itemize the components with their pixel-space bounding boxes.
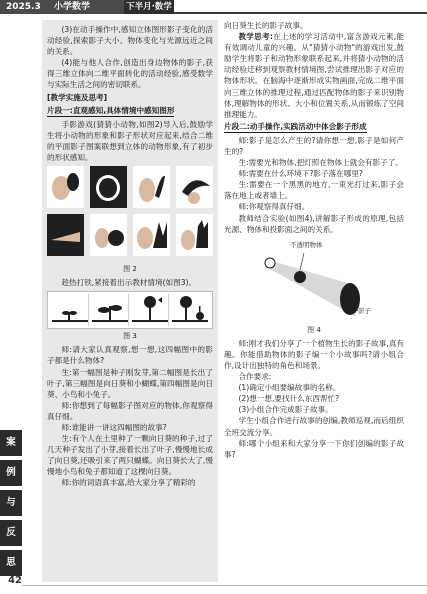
reflection-label: 教学思考: — [238, 32, 273, 42]
cooperation-requirements: 合作要求: — [238, 372, 272, 382]
dialogue-r-6: 师:刚才我们分享了一个植物生长的影子故事,真有趣。你能借助物体的影子编一个小故事吗?请小组合作,设计出独特的角色和场景。 — [224, 338, 404, 370]
fox-shadow-photo — [133, 214, 170, 256]
figure-2-hand-shadows — [47, 166, 213, 262]
experiment-text: 教师结合实验(如图4),讲解影子形成的原理,包括光源、物体和投影面之间的关系。 — [224, 213, 404, 234]
dialogue-student-2: 生:有个人在土里种了一颗向日葵的种子,过了几天种子发出了小芽,接着长出了叶子,慢慢地长成了向日葵,还吸引来了两只蝴蝶。向日葵长大了,慢慢地小鸟和兔子都知道了这棵向日葵。 — [47, 434, 213, 477]
dog-shadow-photo — [90, 166, 127, 208]
footer-rule — [22, 585, 427, 586]
section-heading: [教学实施及思考] — [47, 92, 108, 102]
side-tab-3: 与 — [0, 490, 22, 516]
page-header — [0, 0, 427, 18]
bird-rabbit-panel — [172, 294, 208, 326]
figure-3-caption: 图 3 — [123, 332, 137, 341]
requirement-2: (2)想一想,要找什么东西帮忙? — [238, 394, 340, 404]
figure-2-caption: 图 2 — [123, 265, 137, 274]
shadow-diagram — [254, 239, 374, 323]
sunflower-panel — [132, 294, 169, 326]
header-rule — [174, 12, 427, 14]
object-label: 不透明物体 — [290, 240, 323, 249]
crocodile-shadow-photo — [47, 214, 84, 256]
dialogue-teacher-2: 师:你想到了每幅影子图对应的物体,你观察得真仔细。 — [47, 400, 213, 421]
figure-3-plant-growth — [47, 291, 213, 329]
header-bar — [0, 0, 124, 14]
side-tab-2: 例 — [0, 460, 22, 486]
side-tab-5: 思 — [0, 550, 22, 576]
side-tab-4: 反 — [0, 520, 22, 546]
segment-1-heading: 片段一:直观感知,具体情境中感知图形 — [47, 105, 175, 115]
figure-4-shadow-experiment — [254, 239, 374, 323]
light-source-icon — [265, 258, 275, 268]
dialogue-student-1: 生:第一幅图是种子刚发芽,第二幅图是长出了叶子,第三幅图是向日葵和小蝴蝶,第四幅图是向日葵、小鸟和小兔子。 — [47, 367, 213, 399]
objective-4: (4)能与他人合作,创造出身边物体的影子,获得三维立体向二维平面转化的活动经验,感受数学与实际生活之间的密切联系。 — [47, 58, 213, 90]
segment-2-heading: 片段二:动手操作,实践活动中体会影子形成 — [224, 121, 367, 131]
right-column — [224, 20, 404, 460]
snail-shadow-photo — [90, 214, 127, 256]
objective-3: (3)在动手操作中,感知立体图形影子变化的活动经验,探索影子大小、物体变化与光源远近之间的关系。 — [47, 25, 213, 57]
page-number: 42 — [8, 575, 22, 586]
figure-3-intro: 趁热打铁,紧接着出示教材情境(如图3)。 — [61, 278, 197, 288]
section-side-tabs — [0, 430, 22, 580]
opaque-object-icon — [294, 271, 306, 283]
dialogue-r-3: 师:需要在什么环境下?影子落在哪里? — [238, 169, 363, 179]
requirement-3: (3)小组合作完成影子故事。 — [238, 405, 333, 415]
dialogue-teacher-1: 师:请大家认真观察,想一想,这四幅图中的影子都是什么物体? — [47, 345, 213, 366]
magazine-title: 小学数学 — [54, 2, 91, 12]
shadow-label: 影子 — [358, 306, 371, 315]
side-tab-1: 案 — [0, 430, 22, 456]
dialogue-r-7: 师:哪个小组来和大家分享一下你们创编的影子故事? — [224, 438, 404, 459]
dialogue-teacher-4: 师:你的词语真丰富,给大家分享了精彩的 — [61, 478, 196, 488]
group-activity: 学生小组合作进行故事的创编,教师巡视,而后组织全班交流分享。 — [224, 416, 404, 437]
bird-shadow-photo — [176, 166, 213, 208]
hand-shadow-photo — [47, 166, 84, 208]
dialogue-teacher-3: 师:谁能讲一讲这四幅图的故事? — [61, 422, 167, 432]
deer-shadow-photo — [176, 214, 213, 256]
figure-4-caption: 图 4 — [307, 325, 321, 334]
dialogue-r-5: 师:你观察得真仔细。 — [238, 202, 310, 212]
segment-1-intro: 手影游戏(猜猜小动物,如图2)导入后,鼓励学生将小动物的形象和影子形状对应起来,结合二维的平面影子图案联想到立体的动物形象,有了初步的形状感知。 — [47, 119, 213, 162]
continued-text: 向日葵生长的影子故事。 — [224, 21, 308, 30]
reflection-body: 在上述的学习活动中,富含游戏元素,能有效调动儿童的兴趣。从"猜猜小动物"的游戏出发,鼓励学生将影子和动物形象联系起来,并将猜小动物的活动经验迁移到观察教材情境图,尝试推理出影子对应的物体形状。在脑海中逐渐形成实物画面,完成二维平面向三维立体的推理过程,通过匹配物体的影子来识别物体,理解物体的形状、大小和位置关系,从而锻炼了空间推理能力。 — [224, 32, 404, 119]
requirement-1: (1)确定小组要编故事的名称。 — [238, 383, 341, 393]
section-tag: 下半月·数学 — [124, 0, 174, 14]
dialogue-r-1: 师:影子是怎么产生的?请你想一想,影子是如何产生的? — [224, 135, 404, 156]
dialogue-r-4: 生:需要在一个黑黑的地方,一束光打过来,影子会落在地上或者墙上。 — [224, 180, 404, 201]
left-column — [42, 20, 218, 582]
leaf-panel — [92, 294, 129, 326]
dialogue-r-2: 生:需要光和物体,把灯照在物体上就会有影子了。 — [238, 158, 403, 168]
rabbit-shadow-photo — [133, 166, 170, 208]
seed-panel — [52, 294, 89, 326]
teaching-reflection — [224, 31, 404, 120]
issue-date: 2025.3 — [6, 2, 41, 12]
